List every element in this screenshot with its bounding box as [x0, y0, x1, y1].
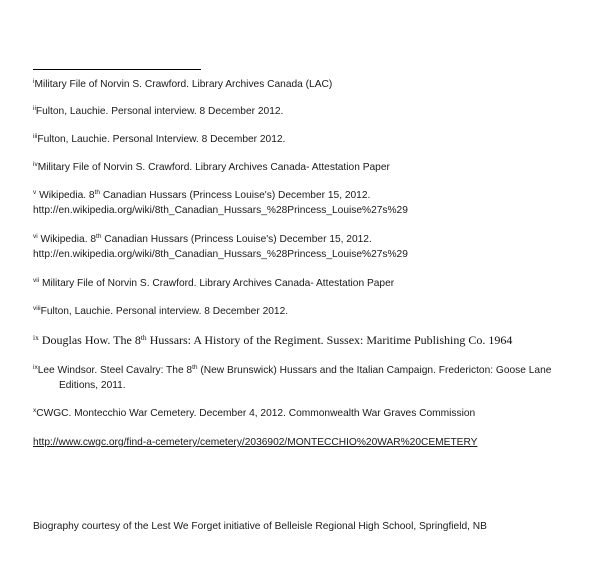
footnote-text: Fulton, Lauchie. Personal interview. 8 December 2012.	[35, 106, 284, 117]
footnote-5	[33, 188, 408, 218]
biography-credit: Biography courtesy of the Lest We Forget initiative of Belleisle Regional High School, Springfield, NB	[33, 521, 487, 532]
footnote-marker: iii	[33, 133, 38, 140]
ordinal-suffix: th	[96, 233, 102, 240]
footnote-text: Military File of Norvin S. Crawford. Library Archives Canada (LAC)	[34, 79, 333, 90]
footnote-7	[33, 276, 394, 291]
footnote-text: Fulton, Lauchie. Personal Interview. 8 December 2012.	[37, 134, 286, 145]
ordinal-suffix: th	[94, 189, 100, 196]
footnote-text: Wikipedia. 8	[37, 234, 97, 245]
footnote-10	[33, 363, 551, 393]
footnote-url: http://en.wikipedia.org/wiki/8th_Canadian_Hussars_%28Princess_Louise%27s%29	[33, 249, 408, 260]
footnote-11	[33, 406, 475, 421]
footnote-marker: x	[33, 407, 37, 414]
cwgc-cemetery-link[interactable]: http://www.cwgc.org/find-a-cemetery/cemetery/2036902/MONTECCHIO%20WAR%20CEMETERY	[33, 437, 478, 448]
footnote-text: CWGC. Montecchio War Cemetery. December 4, 2012. Commonwealth War Graves Commission	[36, 408, 476, 419]
ordinal-suffix: th	[192, 364, 198, 371]
footnote-marker: v	[33, 189, 37, 196]
footnote-text-continued: Editions, 2011.	[59, 380, 126, 391]
footnote-text: Fulton, Lauchie. Personal interview. 8 December 2012.	[40, 306, 289, 317]
footnote-marker: viii	[33, 305, 41, 312]
footnote-separator	[33, 69, 201, 70]
footnote-9	[33, 333, 512, 348]
footnote-marker: vi	[33, 233, 38, 240]
footnote-marker: iv	[33, 161, 38, 168]
footnote-6	[33, 232, 408, 262]
footnote-marker: ii	[33, 105, 36, 112]
footnote-marker: i	[33, 78, 35, 85]
footnote-8	[33, 304, 288, 319]
footnote-3	[33, 132, 285, 147]
footnote-4	[33, 160, 390, 175]
footnote-text: Wikipedia. 8	[36, 190, 95, 201]
footnote-url: http://en.wikipedia.org/wiki/8th_Canadian_Hussars_%28Princess_Louise%27s%29	[33, 205, 408, 216]
footnote-text: Hussars: A History of the Regiment. Sussex: Maritime Publishing Co. 1964	[146, 333, 513, 347]
footnote-1	[33, 77, 332, 92]
footnote-text: Military File of Norvin S. Crawford. Library Archives Canada- Attestation Paper	[37, 162, 390, 173]
footnote-text: Canadian Hussars (Princess Louise's) December 15, 2012.	[101, 234, 372, 245]
footnote-text: Canadian Hussars (Princess Louise's) December 15, 2012.	[100, 190, 371, 201]
footnote-text: (New Brunswick) Hussars and the Italian Campaign. Fredericton: Goose Lane	[197, 365, 552, 376]
footnote-text: Military File of Norvin S. Crawford. Library Archives Canada- Attestation Paper	[39, 278, 395, 289]
footnote-marker: ix	[33, 333, 39, 342]
footnote-text: Lee Windsor. Steel Cavalry: The 8	[37, 365, 193, 376]
footnote-link-line	[33, 435, 477, 450]
footnote-marker: vii	[33, 277, 40, 284]
footnote-text: Douglas How. The 8	[38, 333, 141, 347]
footnote-2	[33, 104, 283, 119]
footnote-marker: ix	[33, 364, 38, 371]
ordinal-suffix: th	[140, 333, 147, 342]
